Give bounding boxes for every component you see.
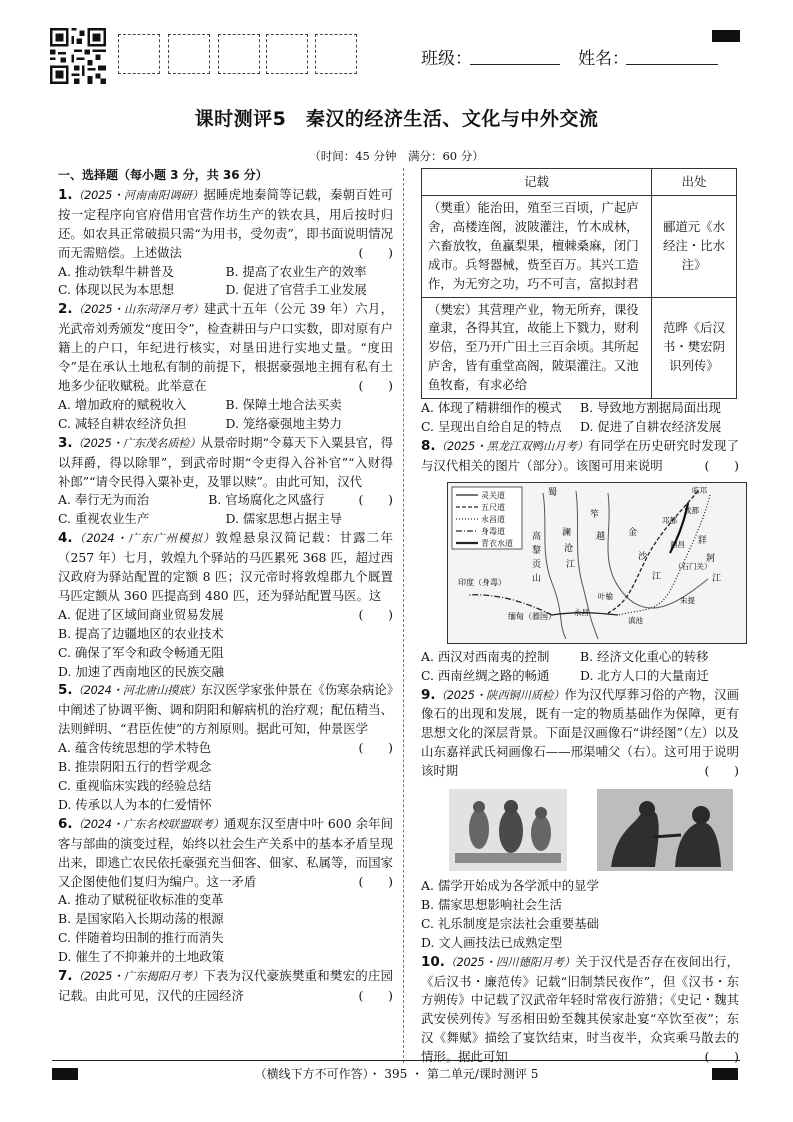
map-label: 贡 <box>532 559 542 570</box>
legend-label: 青衣水道 <box>481 538 513 548</box>
option-d[interactable]: D. 传承以人为本的仁爱情怀 <box>58 796 212 812</box>
option-b[interactable]: B. 官场腐化之风盛行 <box>208 492 325 508</box>
option-a[interactable]: A. 促进了区域间商业贸易发展 <box>58 606 224 622</box>
legend-label: 永昌道 <box>481 514 505 524</box>
map-label: 江 <box>652 571 662 582</box>
option-a[interactable]: A. 儒学开始成为各学派中的显学 <box>421 878 599 894</box>
question-4: 4.（2024・广东广州模拟）敦煌悬泉汉简记载：甘露二年（257 年）七月，敦煌九个驿站的马匹累死 368 匹，超过西汉政府为驿站配置的定额 8 匹；汉元帝时将敦煌郡九个厩置马匹定额从 360 匹提高到 480 匹，还为驿站配置马医。这 ( ) A. 促进了区域间商业贸易发展 B. 提高了边疆地区的农业技术 C. 确保了军令和政令畅通无阻 D. 加速了西南地区的民族交融 <box>58 529 393 681</box>
id-digit-box-5[interactable] <box>315 34 357 74</box>
footer-rule <box>52 1060 740 1061</box>
option-d[interactable]: D. 催生了不抑兼并的土地政策 <box>58 949 225 965</box>
right-column <box>421 166 739 1067</box>
name-input-line[interactable] <box>626 64 718 65</box>
option-c[interactable]: C. 西南丝绸之路的畅通 <box>421 667 550 683</box>
page-title: 课时测评5 秦汉的经济生活、文化与中外交流 <box>194 108 599 130</box>
time-info: （时间：45 分钟 满分：60 分） <box>309 149 484 163</box>
option-a[interactable]: A. 奉行无为而治 <box>58 492 150 508</box>
option-b[interactable]: B. 提高了农业生产的效率 <box>225 263 367 279</box>
answer-paren[interactable]: ( ) <box>358 873 393 889</box>
map-label: 澜 <box>562 527 572 538</box>
legend-label: 身毒道 <box>481 526 505 536</box>
page-footer: （横线下方不可作答）・ 395 ・ 第二单元/课时测评 5 <box>254 1067 539 1081</box>
option-b[interactable]: B. 推崇阴阳五行的哲学观念 <box>58 759 212 775</box>
record-cell: （樊宏）其营理产业，物无所弃，课役童隶，各得其宜，故能上下戮力，财利岁倍，至乃开广田土三百余顷。其所起庐舍，皆有重堂高阁，陂渠灌注。又池鱼牧畜，有求必给 <box>422 297 652 399</box>
option-a[interactable]: A. 推动铁犁牛耕普及 <box>58 263 174 279</box>
map-label: 叶榆 <box>598 591 613 601</box>
source-cell: 郦道元《水经注・比水注》 <box>652 196 737 298</box>
name-label: 姓名： <box>578 49 629 69</box>
option-c[interactable]: C. 重视临床实践的经验总结 <box>58 778 212 793</box>
question-9: 9.（2025・陕西铜川质检）作为汉代厚葬习俗的产物，汉画像石的出现和发展，既有一定的物质基础作为保障，更有思想文化的深层背景。下面是汉画像石“讲经图”（左）以及山东嘉祥武氏祠画像石——邢渠哺父（右）。这可用于说明该时期 ( ) A. 儒学开始成为各学派中的显学 B. 儒家思想影响社会生活 C. 礼乐制度是宗法社会重要基础 D. 文人画技法已成熟定型 <box>421 686 739 953</box>
q7-option-b[interactable]: B. 导致地方割据局面出现 <box>580 400 721 416</box>
qr-code-icon <box>50 28 106 84</box>
answer-paren[interactable]: ( ) <box>358 987 393 1003</box>
answer-paren[interactable]: ( ) <box>358 492 393 508</box>
answer-paren[interactable]: ( ) <box>358 244 393 260</box>
lecture-relief-image <box>449 789 567 871</box>
answer-paren[interactable]: ( ) <box>358 606 393 622</box>
legend-label: 灵关道 <box>481 490 505 500</box>
option-d[interactable]: D. 儒家思想占据主导 <box>225 511 342 527</box>
map-label: 山 <box>532 573 542 584</box>
class-label: 班级： <box>421 49 472 69</box>
manor-records-table <box>421 168 737 399</box>
question-2: 2.（2025・山东菏泽月考）建武十五年（公元 39 年）六月，光武帝刘秀颁发“度田令”，检查耕田与户口实数，即对原有户籍上的户口，年纪进行核实，对垦田进行实地丈量。“度田令”是在承认土地私有制的前提下，根据豪强地主拥有私有土地多少征收赋税。此举意在 ( ) A. 增加政府的赋税收入 B. 保障土地合法买卖 C. 减轻自耕农经济负担 D. 笼络豪强地主势力 <box>58 300 393 433</box>
question-3: 3.（2025・广东茂名质检）从景帝时期“令募天下入粟县官，得以拜爵，得以除罪”，到武帝时期“令吏得入谷补官”“入财得补郎”“请令民得入粟补吏，及罪以赎”。由此可知，汉代 ( ) A. 奉行无为而治 B. 官场腐化之风盛行 C. 重视农业生产 D. 儒家思想占据主导 <box>58 434 393 530</box>
answer-paren[interactable]: ( ) <box>704 1049 739 1065</box>
map-label: 江 <box>712 573 722 584</box>
option-a[interactable]: A. 西汉对西南夷的控制 <box>421 648 550 664</box>
map-label: 沙 <box>638 551 648 562</box>
map-label: 印度（身毒） <box>458 577 506 587</box>
question-5: 5.（2024・河北唐山摸底）东汉医学家张仲景在《伤寒杂病论》中阐述了协调平衡、调和阴阳和解病机的治疗观；配伍精当、法则鲜明、“君臣佐使”的方剂原则。据此可知，仲景医学 ( ) A. 蕴含传统思想的学术特色 B. 推崇阴阳五行的哲学观念 C. 重视临床实践的经验总结 D. 传承以人为本的仁爱情怀 <box>58 681 393 814</box>
question-8: 8.（2025・黑龙江双鸭山月考）有同学在历史研究时发现了与汉代相关的图片（部分）。该图可用来说明 ( ) 灵关道 五尺道 永昌道 身毒道 青衣水道 蜀 笮 越 金 沙 江 高 黎 贡 山 澜 沧 江 牂 牁 江 永昌 叶榆 滇池 朱提 成都 临邛 邛都 （石门关） 西昌 印度（身毒） 缅甸（骠国） A. 西汉对西南夷的控制 B. 经济文化重心的转移 C. 西南丝绸之路的畅通 D. 北方人口的大量南迁 <box>421 437 739 686</box>
option-d[interactable]: D. 北方人口的大量南迁 <box>580 667 709 683</box>
option-b[interactable]: B. 经济文化重心的转移 <box>580 648 709 664</box>
table-row <box>422 196 737 298</box>
column-divider <box>403 168 404 1063</box>
source-cell: 范晔《后汉书・樊宏阴识列传》 <box>652 297 737 399</box>
id-digit-box-2[interactable] <box>168 34 210 74</box>
map-label: 牁 <box>706 553 716 564</box>
map-label: 永昌 <box>574 607 589 617</box>
option-c[interactable]: C. 礼乐制度是宗法社会重要基础 <box>421 915 599 931</box>
map-label: 西昌 <box>670 539 685 549</box>
option-c[interactable]: C. 重视农业生产 <box>58 511 150 527</box>
q7-option-c[interactable]: C. 呈现出自给自足的特点 <box>421 418 562 434</box>
map-label: 滇池 <box>628 615 643 625</box>
table-header-source: 出处 <box>652 169 737 196</box>
answer-paren[interactable]: ( ) <box>704 763 739 779</box>
q7-option-d[interactable]: D. 促进了自耕农经济发展 <box>580 418 722 434</box>
option-c[interactable]: C. 减轻自耕农经济负担 <box>58 415 187 431</box>
option-c[interactable]: C. 体现以民为本思想 <box>58 282 175 298</box>
map-label: 黎 <box>532 545 542 556</box>
map-label: 高 <box>532 531 542 542</box>
option-d[interactable]: D. 文人画技法已成熟定型 <box>421 934 563 950</box>
record-cell: （樊重）能治田，殖至三百顷，广起庐舍，高楼连阁，波陂灌注，竹木成林，六畜放牧，鱼蠃梨果，檀棘桑麻，闭门成市。兵弩器械，赀至百万。其兴工造作，为无穷之功，巧不可言，富拟封君 <box>422 196 652 298</box>
map-label: 笮 <box>590 509 600 520</box>
table-row <box>422 297 737 399</box>
map-label: 成都 <box>684 505 699 515</box>
map-label: 缅甸（骠国） <box>508 611 556 621</box>
section-title: 一、选择题（每小题 3 分，共 36 分） <box>58 168 268 182</box>
southwest-route-map <box>447 482 747 644</box>
answer-paren[interactable]: ( ) <box>358 377 393 393</box>
option-b[interactable]: B. 是国家陷入长期动荡的根源 <box>58 911 224 927</box>
option-b[interactable]: B. 提高了边疆地区的农业技术 <box>58 625 224 641</box>
left-column <box>58 166 393 1006</box>
map-label: 邛都 <box>662 515 677 525</box>
option-c[interactable]: C. 确保了军令和政令畅通无阻 <box>58 644 224 660</box>
option-d[interactable]: D. 笼络豪强地主势力 <box>225 415 342 431</box>
xingqu-feeding-father-relief-image <box>597 789 733 871</box>
question-1: 1.（2025・河南南阳调研）据睡虎地秦简等记载，秦朝百姓可按一定程序向官府借用官营作坊生产的铁农具，用后按时归还。如农具正常破损只需“为用书，受勿责”，即书面说明情况而无需赔偿。上述做法 ( ) A. 推动铁犁牛耕普及 B. 提高了农业生产的效率 C. 体现以民为本思想 D. 促进了官营手工业发展 <box>58 186 393 300</box>
option-b[interactable]: B. 保障土地合法买卖 <box>225 396 342 412</box>
option-a[interactable]: A. 蕴含传统思想的学术特色 <box>58 740 212 756</box>
option-a[interactable]: A. 推动了赋税征收标准的变革 <box>58 892 224 908</box>
map-label: 越 <box>596 531 606 542</box>
table-header-record: 记载 <box>422 169 652 196</box>
map-label: （石门关） <box>674 561 712 571</box>
id-digit-box-1[interactable] <box>118 34 160 74</box>
map-label: 沧 <box>564 543 574 554</box>
map-label: 朱提 <box>680 595 695 605</box>
class-input-line[interactable] <box>470 64 560 65</box>
map-label: 蜀 <box>548 487 558 498</box>
id-digit-box-3[interactable] <box>218 34 260 74</box>
id-digit-box-4[interactable] <box>266 34 308 74</box>
legend-label: 五尺道 <box>481 502 505 512</box>
question-10: 10.（2025・四川德阳月考）关于汉代是否存在夜间出行，《后汉书・廉范传》记载“旧制禁民夜作”，但《汉书・东方朔传》中记载了汉武帝年轻时常夜行游猎；《史记・魏其武安侯列传》写丞相田蚡至魏其侯家赴宴“卒饮至夜”；东汉《舞赋》描绘了宴饮结束，时当夜半，众宾乘马散去的情形。据此可知 ( ) <box>421 953 739 1067</box>
answer-paren[interactable]: ( ) <box>358 740 393 756</box>
option-b[interactable]: B. 儒家思想影响社会生活 <box>421 896 562 912</box>
question-6: 6.（2024・广东名校联盟联考）通观东汉至唐中叶 600 余年间客与部曲的演变过程，始终以社会生产关系中的基本矛盾呈现出来，即逃亡农民依托豪强充当佃客、佃家、私属等，而国家又企图使他们复归为编户。这一矛盾 ( ) A. 推动了赋税征收标准的变革 B. 是国家陷入长期动荡的根源 C. 伴随着均田制的推行而消失 D. 催生了不抑兼并的土地政策 <box>58 815 393 967</box>
q7-option-a[interactable]: A. 体现了精耕细作的模式 <box>421 400 562 416</box>
answer-paren[interactable]: ( ) <box>704 457 739 473</box>
option-d[interactable]: D. 加速了西南地区的民族交融 <box>58 663 225 679</box>
map-label: 牂 <box>698 535 708 546</box>
option-c[interactable]: C. 伴随着均田制的推行而消失 <box>58 930 224 946</box>
option-a[interactable]: A. 增加政府的赋税收入 <box>58 396 187 412</box>
map-label: 金 <box>628 527 638 538</box>
question-7: 7.（2025・广东揭阳月考）下表为汉代豪族樊重和樊宏的庄园记载。由此可见，汉代的庄园经济 ( ) <box>58 967 393 1006</box>
option-d[interactable]: D. 促进了官营手工业发展 <box>225 282 367 298</box>
map-label: 江 <box>566 559 576 570</box>
corner-marker-top-right <box>712 30 740 42</box>
map-label: 临邛 <box>692 485 707 495</box>
